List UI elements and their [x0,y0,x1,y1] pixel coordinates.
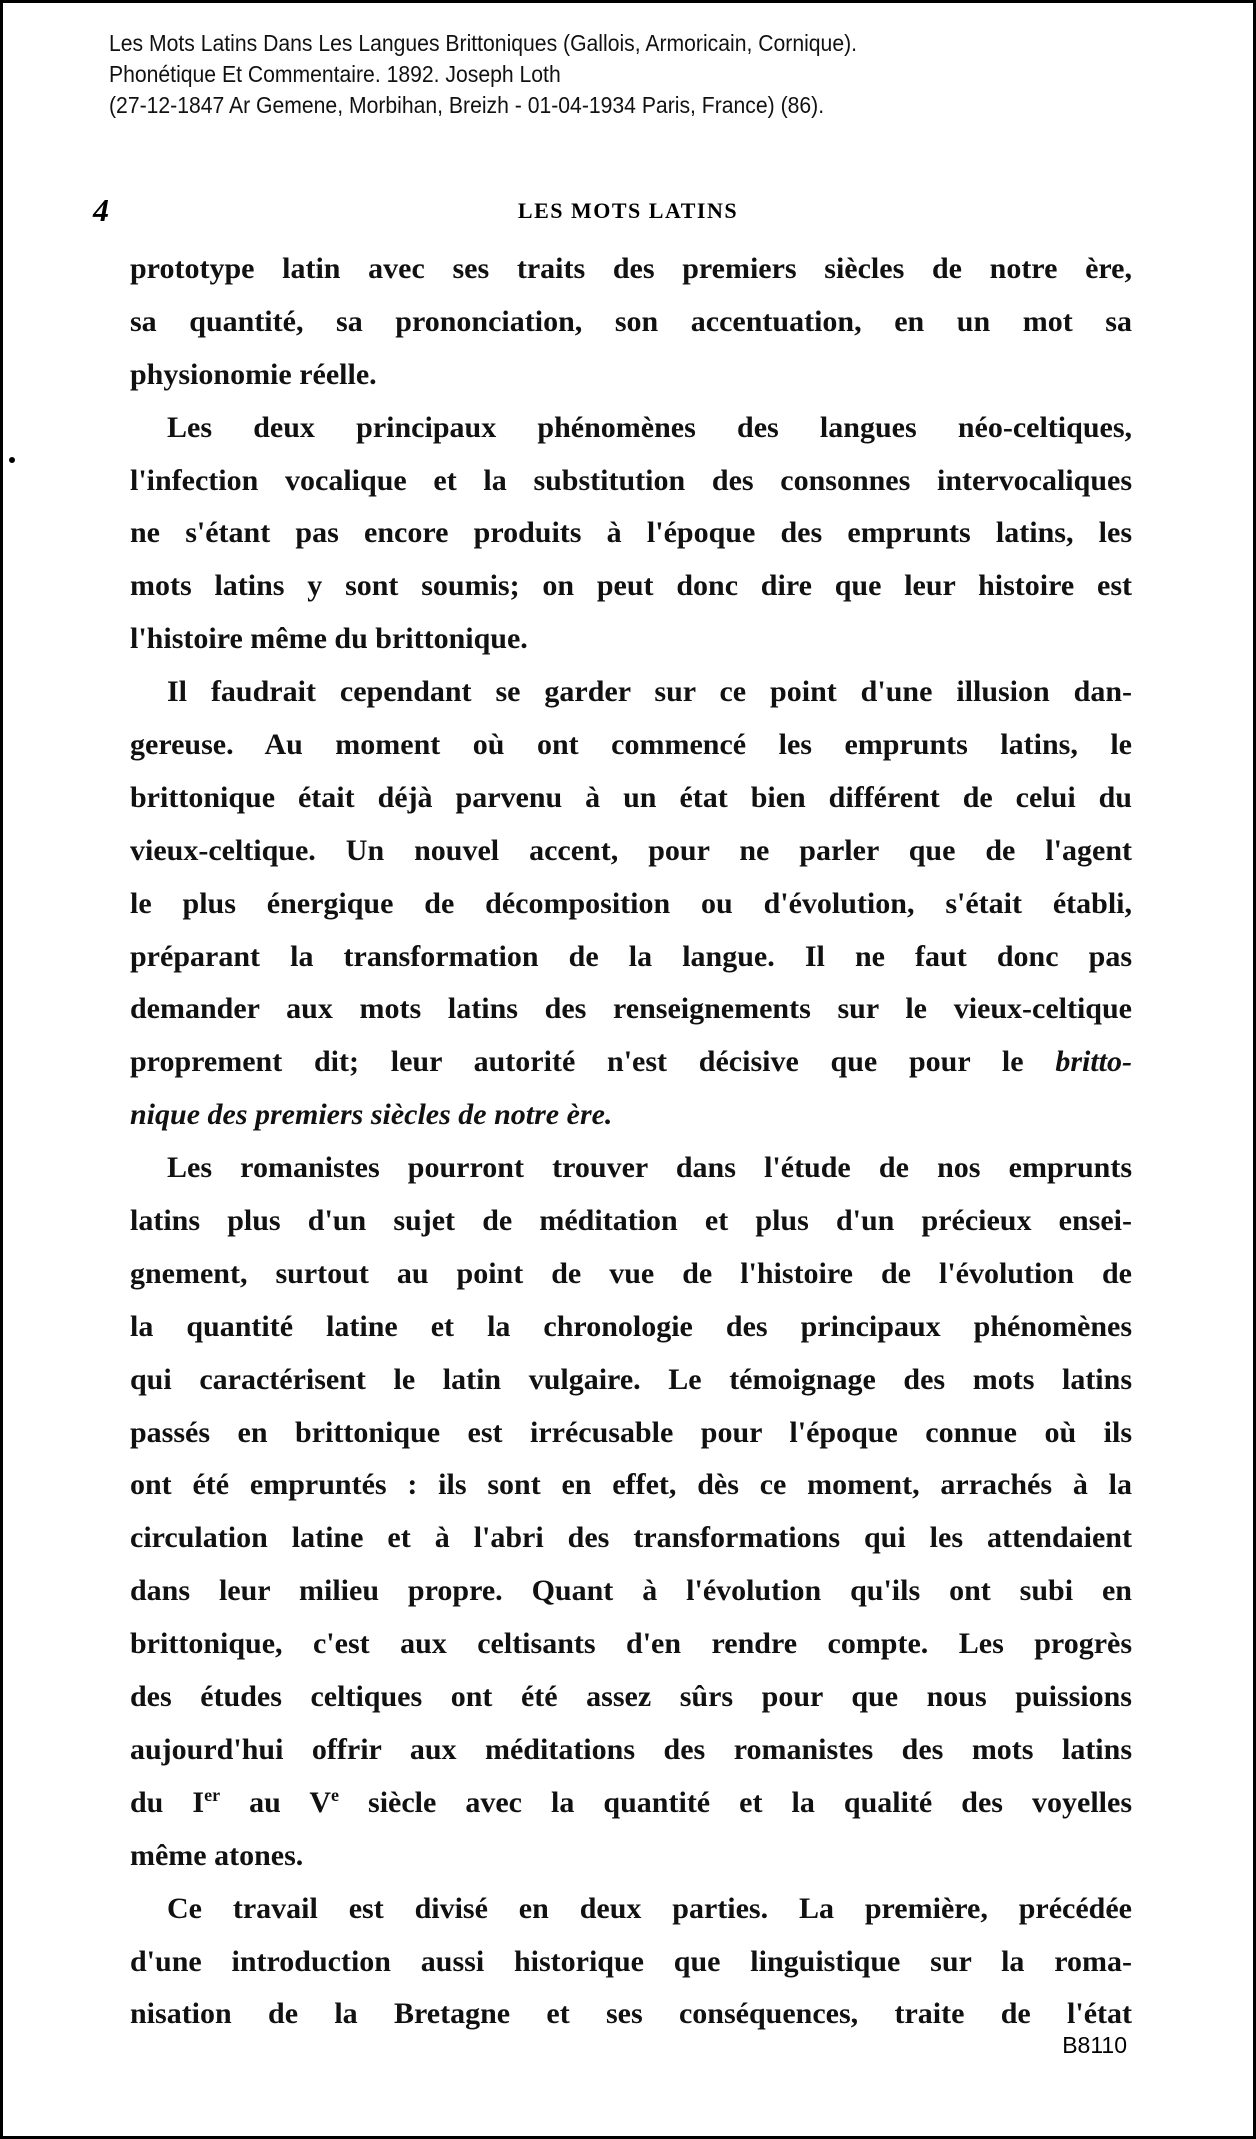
text-segment: même atones. [130,1838,304,1872]
text-segment: la quantité latine et la chronologie des principaux phénomènes [130,1309,1132,1343]
metadata-line: Phonétique Et Commentaire. 1892. Joseph Loth [109,61,561,87]
text-line [130,1565,1132,1618]
text-line [130,1618,1132,1671]
text-line [130,1724,1132,1777]
text-line [130,1883,1132,1936]
text-line [130,507,1132,560]
text-segment: qui caractérisent le latin vulgaire. Le témoignage des mots latins [130,1362,1132,1396]
text-line [130,1089,1132,1142]
text-line [130,613,1132,666]
text-segment: passés en brittonique est irrécusable pour l'époque connue où ils [130,1415,1132,1449]
text-segment: Les romanistes pourront trouver dans l'étude de nos emprunts [167,1151,1132,1185]
text-line [130,1195,1132,1248]
text-line [130,1777,1132,1830]
text-line [130,1301,1132,1354]
text-segment: circulation latine et à l'abri des transformations qui les attendaient [130,1521,1132,1555]
text-line [130,666,1132,719]
text-segment: des études celtiques ont été assez sûrs pour que nous puissions [130,1680,1132,1714]
superscript: e [330,1784,339,1805]
text-segment: ont été empruntés : ils sont en effet, dès ce moment, arrachés à la [130,1468,1132,1502]
text-line [130,825,1132,878]
text-line [130,1354,1132,1407]
text-segment: Il faudrait cependant se garder sur ce point d'une illusion dan- [167,675,1132,709]
text-line [130,1142,1132,1195]
text-segment: brittonique, c'est aux celtisants d'en rendre compte. Les progrès [130,1627,1132,1661]
text-segment: au V [220,1785,331,1819]
text-line [130,243,1132,296]
italic-text: nique des premiers siècles de notre ère. [130,1098,613,1132]
text-segment: proprement dit; leur autorité n'est décisive que pour le [130,1045,1056,1079]
text-line [130,983,1132,1036]
text-line [130,1512,1132,1565]
text-segment: l'infection vocalique et la substitution des consonnes intervocaliques [130,463,1132,497]
text-segment: l'histoire même du brittonique. [130,622,528,656]
text-line [130,402,1132,455]
text-line [130,455,1132,508]
page-number: 4 [93,192,109,228]
text-segment: ne s'étant pas encore produits à l'époque des emprunts latins, les [130,516,1132,550]
text-line [130,931,1132,984]
text-segment: préparant la transformation de la langue. Il ne faut donc pas [130,939,1132,973]
text-line [130,349,1132,402]
catalog-code: B8110 [1062,2032,1127,2058]
text-segment: nisation de la Bretagne et ses conséquences, traite de l'état [130,1997,1132,2031]
text-segment: Ce travail est divisé en deux parties. La première, précédée [167,1891,1132,1925]
metadata-line: Les Mots Latins Dans Les Langues Brittoniques (Gallois, Armoricain, Cornique). [109,30,858,56]
text-line [130,1036,1132,1089]
text-segment: dans leur milieu propre. Quant à l'évolution qu'ils ont subi en [130,1574,1132,1608]
text-segment: latins plus d'un sujet de méditation et plus d'un précieux ensei- [130,1204,1132,1238]
text-line [130,1459,1132,1512]
text-line [130,1248,1132,1301]
text-segment: vieux-celtique. Un nouvel accent, pour ne parler que de l'agent [130,833,1132,867]
text-segment: d'une introduction aussi historique que linguistique sur la roma- [130,1944,1132,1978]
text-segment: physionomie réelle. [130,357,377,391]
text-line [130,296,1132,349]
text-line [130,1936,1132,1989]
text-line [130,1988,1132,2041]
margin-mark [9,457,15,463]
text-segment: du I [130,1785,205,1819]
text-segment: brittonique était déjà parvenu à un état bien différent de celui du [130,780,1132,814]
text-segment: Les deux principaux phénomènes des langues néo-celtiques, [167,410,1132,444]
text-segment: gnement, surtout au point de vue de l'histoire de l'évolution de [130,1256,1132,1290]
text-segment: gereuse. Au moment où ont commencé les emprunts latins, le [130,728,1132,762]
text-line [130,772,1132,825]
body-text [130,243,1132,2041]
text-segment: demander aux mots latins des renseignements sur le vieux-celtique [130,992,1132,1026]
text-segment: prototype latin avec ses traits des premiers siècles de notre ère, [130,252,1132,285]
metadata-line: (27-12-1847 Ar Gemene, Morbihan, Breizh - 01-04-1934 Paris, France) (86). [109,92,825,118]
text-line [130,878,1132,931]
text-segment: sa quantité, sa prononciation, son accentuation, en un mot sa [130,304,1132,338]
text-line [130,560,1132,613]
text-line [130,1671,1132,1724]
running-head: LES MOTS LATINS [517,198,739,223]
text-segment: aujourd'hui offrir aux méditations des romanistes des mots latins [130,1732,1132,1766]
text-segment: mots latins y sont soumis; on peut donc dire que leur histoire est [130,569,1132,603]
text-line [130,719,1132,772]
superscript: er [204,1784,221,1805]
text-segment: le plus énergique de décomposition ou d'évolution, s'était établi, [130,886,1132,920]
text-segment: siècle avec la quantité et la qualité des voyelles [338,1785,1132,1819]
text-line [130,1407,1132,1460]
italic-text: britto- [1055,1045,1132,1079]
text-line [130,1830,1132,1883]
document-metadata [109,28,857,121]
